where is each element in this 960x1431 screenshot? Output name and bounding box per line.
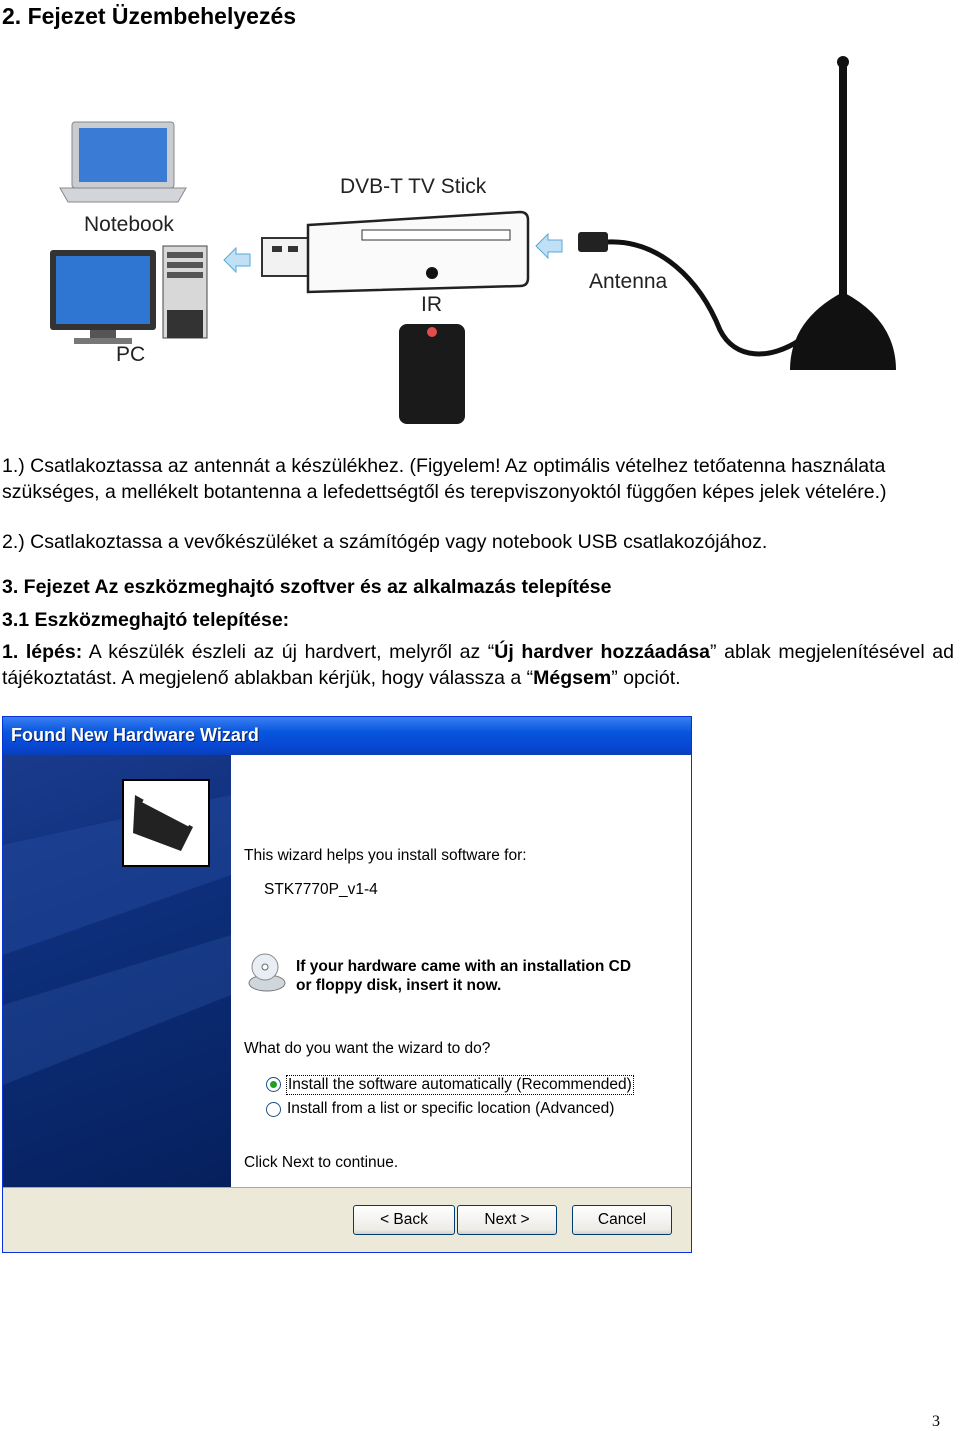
notebook-icon <box>60 122 186 202</box>
step-label: 1. lépés: <box>2 641 83 663</box>
wizard-content <box>231 755 691 1187</box>
step-text: ” ablak megjelenítésével ad tájékoztatást. A megjelenő ablakban kérjük, hogy válassza a “ <box>2 641 954 689</box>
install-list-radio[interactable] <box>266 1102 281 1117</box>
arrow-right-icon <box>536 234 562 258</box>
pc-tower-icon <box>163 246 207 338</box>
hardware-wizard-window <box>2 716 692 1253</box>
next-button[interactable]: Next > <box>457 1205 557 1235</box>
arrow-left-icon <box>224 248 250 272</box>
wizard-side-banner <box>3 755 231 1187</box>
pc-monitor-icon <box>50 250 156 344</box>
cd-icon <box>245 951 289 995</box>
wizard-button-bar <box>3 1187 691 1252</box>
step-bold-text: Mégsem <box>533 666 612 689</box>
wizard-intro: This wizard helps you install software for: <box>244 847 527 864</box>
ir-label: IR <box>421 293 442 316</box>
install-list-label[interactable]: Install from a list or specific location (Advanced) <box>287 1100 615 1117</box>
usb-stick-icon <box>262 212 528 292</box>
section-title: 3.1 Eszközmeghajtó telepítése: <box>2 609 290 631</box>
step-text: ” opciót. <box>611 666 681 689</box>
connection-diagram <box>0 40 960 440</box>
antenna-icon <box>578 56 896 370</box>
connection-diagram-drawing <box>0 40 960 440</box>
cd-hint-line2: or floppy disk, insert it now. <box>296 977 502 994</box>
page-number: 3 <box>932 1413 940 1430</box>
device-name: STK7770P_v1-4 <box>264 881 378 898</box>
cd-hint-line1: If your hardware came with an installation CD <box>296 958 632 975</box>
cancel-button[interactable]: Cancel <box>572 1205 672 1235</box>
antenna-label: Antenna <box>589 270 668 293</box>
wizard-title: Found New Hardware Wizard <box>11 725 259 745</box>
install-auto-label[interactable]: Install the software automatically (Recommended) <box>288 1076 632 1093</box>
continue-hint: Click Next to continue. <box>244 1154 399 1171</box>
back-button[interactable]: < Back <box>353 1205 455 1235</box>
paragraph-step1 <box>2 640 954 691</box>
stick-label: DVB-T TV Stick <box>340 175 487 198</box>
remote-control-icon <box>399 324 465 424</box>
paragraph-usb: 2.) Csatlakoztassa a vevőkészüléket a számítógép vagy notebook USB csatlakozójához. <box>2 531 768 553</box>
wizard-banner-art <box>3 755 231 1187</box>
wizard-titlebar <box>3 717 691 755</box>
install-auto-radio[interactable] <box>266 1077 281 1092</box>
wizard-question: What do you want the wizard to do? <box>244 1040 491 1057</box>
paragraph-antenna: 1.) Csatlakoztassa az antennát a készülékhez. (Figyelem! Az optimális vételhez tetőatenna használata szükséges, a mellékelt botantenna a lefedettségtől és terepviszonyoktól függően képes jelek vételére.) <box>2 455 887 503</box>
pc-label: PC <box>116 343 146 366</box>
step-bold-text: Új hardver hozzáadása <box>494 641 711 663</box>
chapter-title: 2. Fejezet Üzembehelyezés <box>2 3 297 29</box>
chapter-title: 3. Fejezet Az eszközmeghajtó szoftver és az alkalmazás telepítése <box>2 576 612 598</box>
notebook-label: Notebook <box>84 213 174 236</box>
step-text: A készülék észleli az új hardvert, melyről az “ <box>82 641 495 663</box>
